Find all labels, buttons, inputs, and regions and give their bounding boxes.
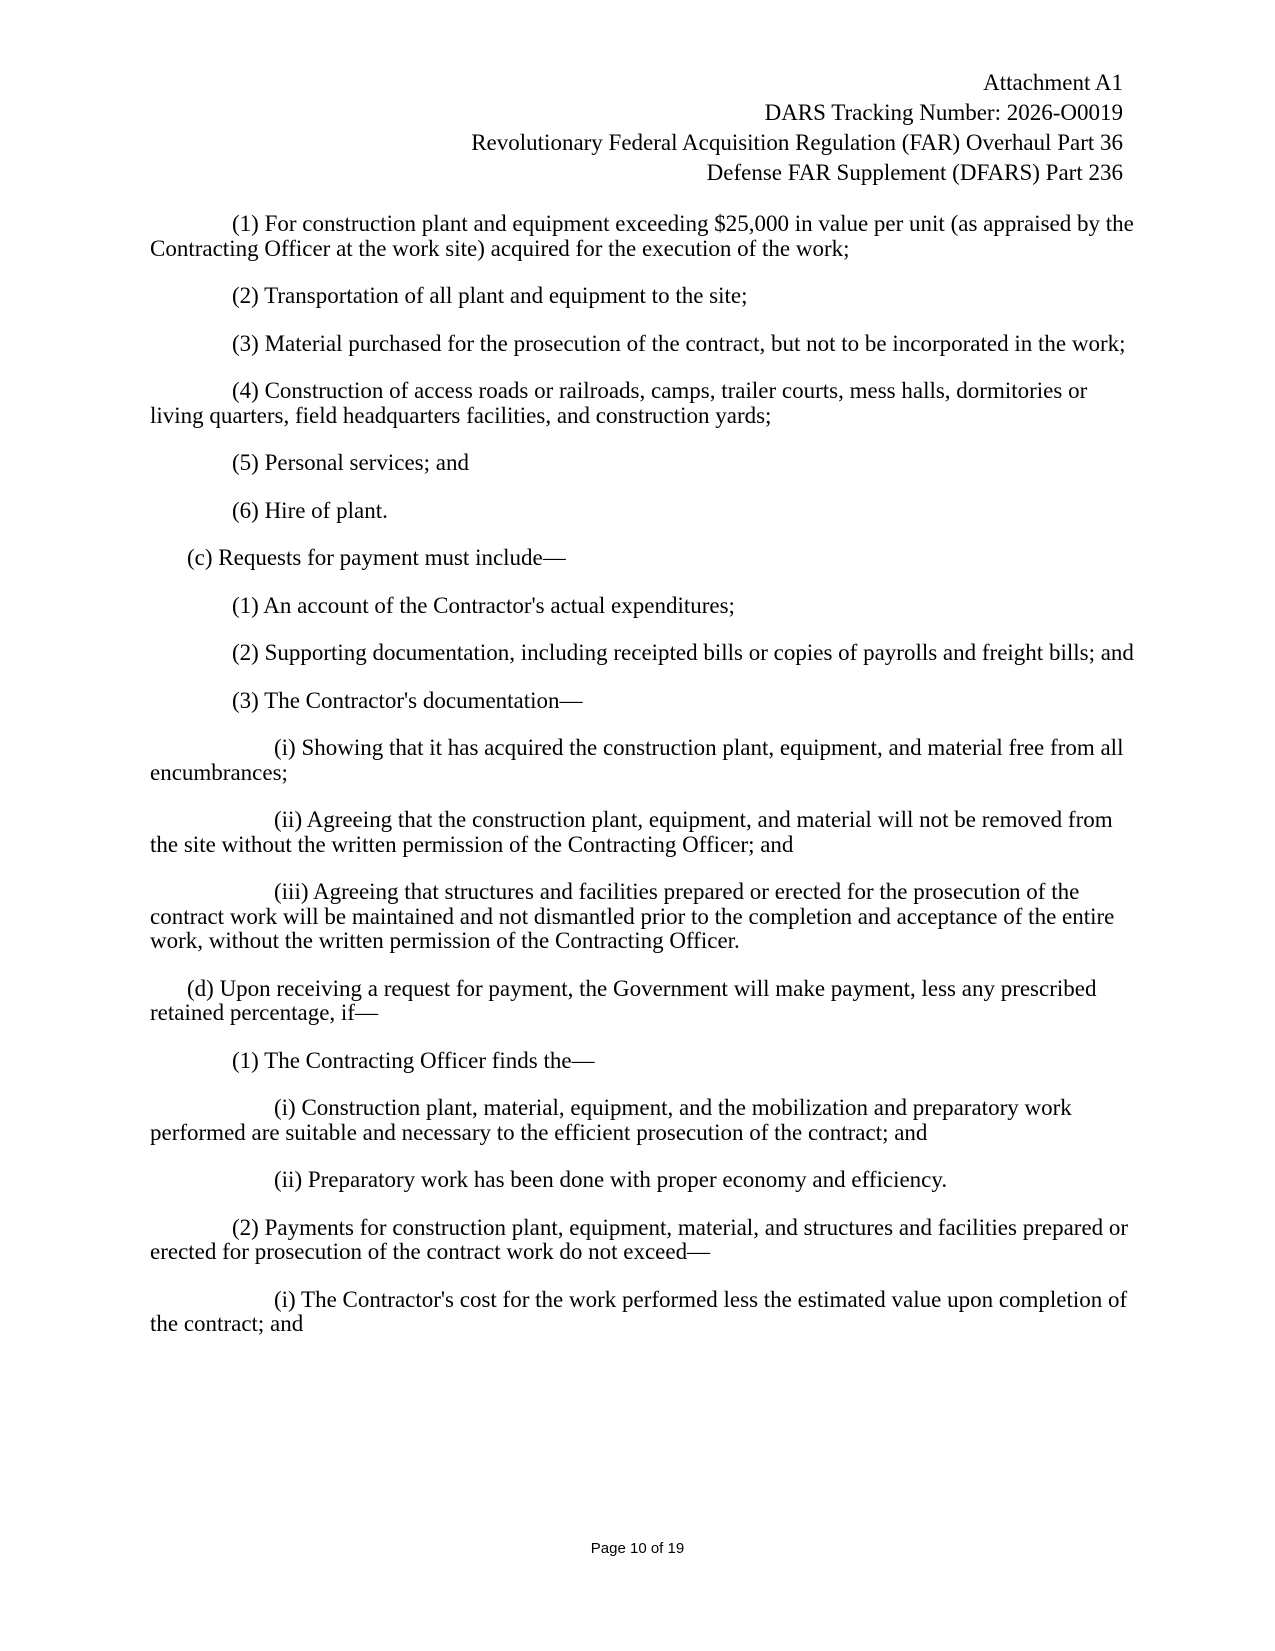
paragraph: (i) The Contractor's cost for the work performed less the estimated value upon completion of the contract; and <box>150 1286 1128 1336</box>
page-number: Page 10 of 19 <box>590 1540 685 1557</box>
paragraph: (3) The Contractor's documentation— <box>232 687 583 713</box>
paragraph: (2) Supporting documentation, including receipted bills or copies of payrolls and freight bills; and <box>232 640 1134 665</box>
paragraph: (4) Construction of access roads or railroads, camps, trailer courts, mess halls, dormitories or living quarters, field headquarters facilities, and construction yards; <box>150 378 1088 428</box>
paragraph: (1) For construction plant and equipment exceeding $25,000 in value per unit (as appraised by the Contracting Officer at the work site) acquired for the execution of the work; <box>150 211 1134 261</box>
header-tracking-number: DARS Tracking Number: 2026-O0019 <box>764 100 1123 125</box>
paragraph: (6) Hire of plant. <box>232 497 388 523</box>
paragraph: (2) Transportation of all plant and equipment to the site; <box>232 283 748 308</box>
paragraph: (ii) Preparatory work has been done with proper economy and efficiency. <box>274 1167 948 1192</box>
paragraph: (i) Construction plant, material, equipment, and the mobilization and preparatory work performed are suitable and necessary to the efficient prosecution of the contract; and <box>150 1095 1072 1145</box>
paragraph: (ii) Agreeing that the construction plant, equipment, and material will not be removed from the site without the written permission of the Contracting Officer; and <box>150 807 1113 857</box>
paragraph: (1) An account of the Contractor's actual expenditures; <box>232 592 735 618</box>
paragraph: (2) Payments for construction plant, equipment, material, and structures and facilities prepared or erected for prosecution of the contract work do not exceed— <box>150 1214 1129 1264</box>
paragraph: (d) Upon receiving a request for payment, the Government will make payment, less any prescribed retained percentage, if— <box>150 975 1097 1025</box>
header-far-part: Revolutionary Federal Acquisition Regulation (FAR) Overhaul Part 36 <box>471 130 1123 155</box>
paragraph: (3) Material purchased for the prosecution of the contract, but not to be incorporated in the work; <box>232 330 1126 356</box>
header-attachment: Attachment A1 <box>983 70 1123 95</box>
paragraph: (5) Personal services; and <box>232 450 469 475</box>
page-header <box>471 68 1123 188</box>
document-body <box>150 212 1135 1360</box>
paragraph: (iii) Agreeing that structures and facilities prepared or erected for the prosecution of the contract work will be maintained and not dismantled prior to the completion and acceptance of the entire work, without the written permission of the Contracting Officer. <box>150 879 1115 953</box>
paragraph: (1) The Contracting Officer finds the— <box>232 1047 595 1073</box>
paragraph: (i) Showing that it has acquired the construction plant, equipment, and material free from all encumbrances; <box>150 735 1124 785</box>
header-dfars-part: Defense FAR Supplement (DFARS) Part 236 <box>706 160 1123 185</box>
paragraph: (c) Requests for payment must include— <box>187 545 566 570</box>
